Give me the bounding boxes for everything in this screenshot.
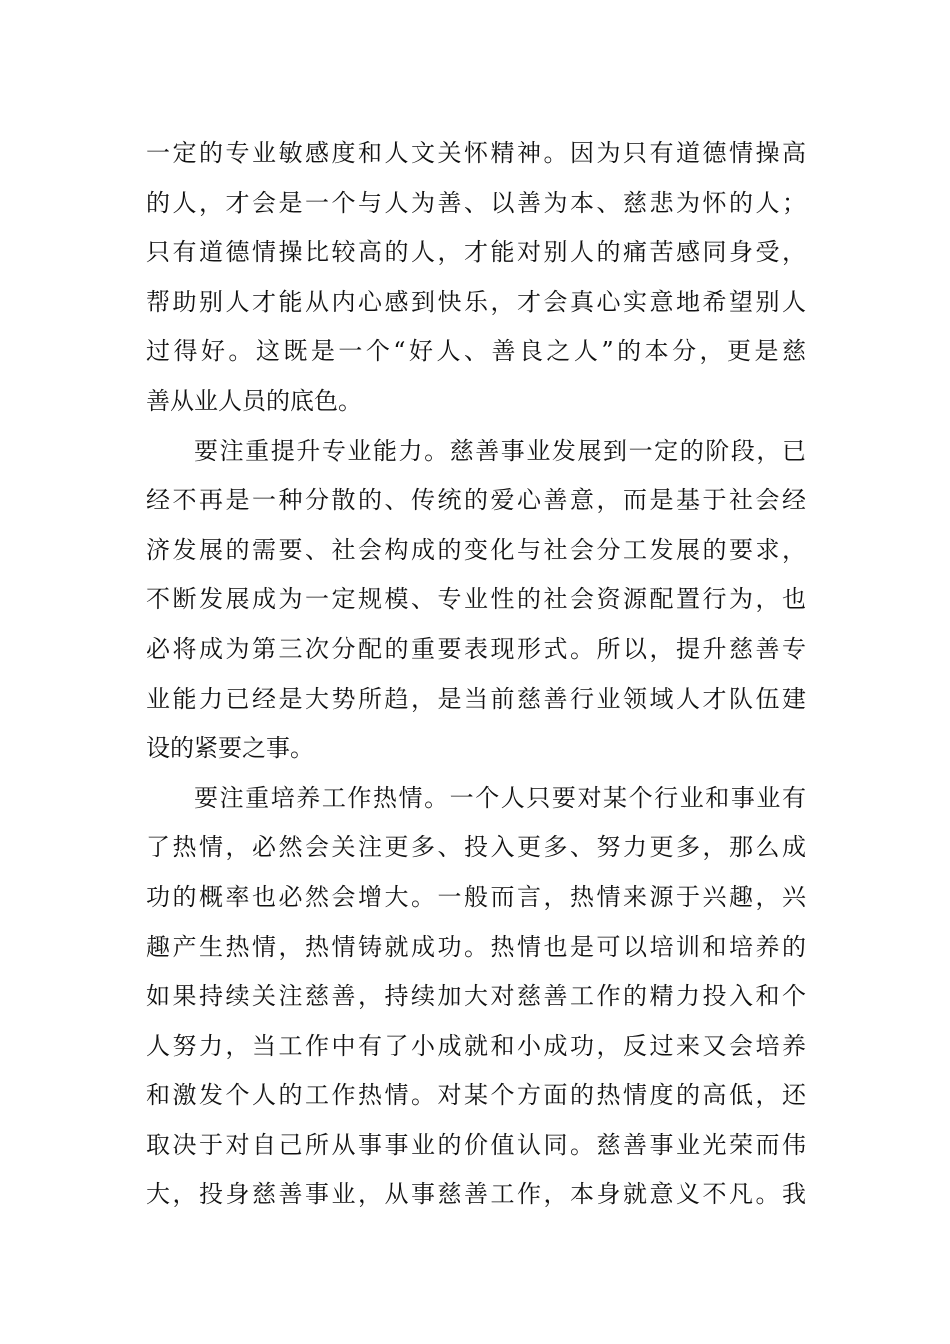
paragraph-work-enthusiasm [146,774,806,1220]
text-line: 如果持续关注慈善，持续加大对慈善工作的精力投入和个 [146,982,806,1011]
text-line: 大，投身慈善事业，从事慈善工作，本身就意义不凡。我 [146,1180,806,1209]
text-line: 济发展的需要、社会构成的变化与社会分工发展的要求， [146,535,806,564]
text-line: 要注重提升专业能力。慈善事业发展到一定的阶段，已 [194,436,806,465]
text-line: 只有道德情操比较高的人，才能对别人的痛苦感同身受， [146,238,806,267]
text-line: 趣产生热情，热情铸就成功。热情也是可以培训和培养的 [146,932,806,961]
text-line: 经不再是一种分散的、传统的爱心善意，而是基于社会经 [146,486,806,515]
paragraph-moral-character [146,129,806,427]
text-line: 人努力，当工作中有了小成就和小成功，反过来又会培养 [146,1031,806,1060]
text-line: 帮助别人才能从内心感到快乐，才会真心实意地希望别人 [146,287,806,316]
text-line: 过得好。这既是一个“好人、善良之人”的本分，更是慈 [146,337,806,366]
text-line: 一定的专业敏感度和人文关怀精神。因为只有道德情操高 [146,139,806,167]
text-line: 设的紧要之事。 [146,734,314,763]
text-line: 要注重培养工作热情。一个人只要对某个行业和事业有 [194,783,806,812]
paragraph-professional-ability [146,427,806,774]
text-line: 不断发展成为一定规模、专业性的社会资源配置行为，也 [146,585,806,614]
text-line: 取决于对自己所从事事业的价值认同。慈善事业光荣而伟 [146,1130,806,1159]
text-line: 的人，才会是一个与人为善、以善为本、慈悲为怀的人； [146,188,806,217]
text-line: 和激发个人的工作热情。对某个方面的热情度的高低，还 [146,1081,806,1110]
body-text [146,129,806,1220]
text-line: 了热情，必然会关注更多、投入更多、努力更多，那么成 [146,833,806,862]
text-line: 善从业人员的底色。 [146,386,362,415]
text-line: 功的概率也必然会增大。一般而言，热情来源于兴趣，兴 [146,882,806,911]
text-line: 业能力已经是大势所趋，是当前慈善行业领域人才队伍建 [146,684,806,713]
text-line: 必将成为第三次分配的重要表现形式。所以，提升慈善专 [146,634,806,663]
